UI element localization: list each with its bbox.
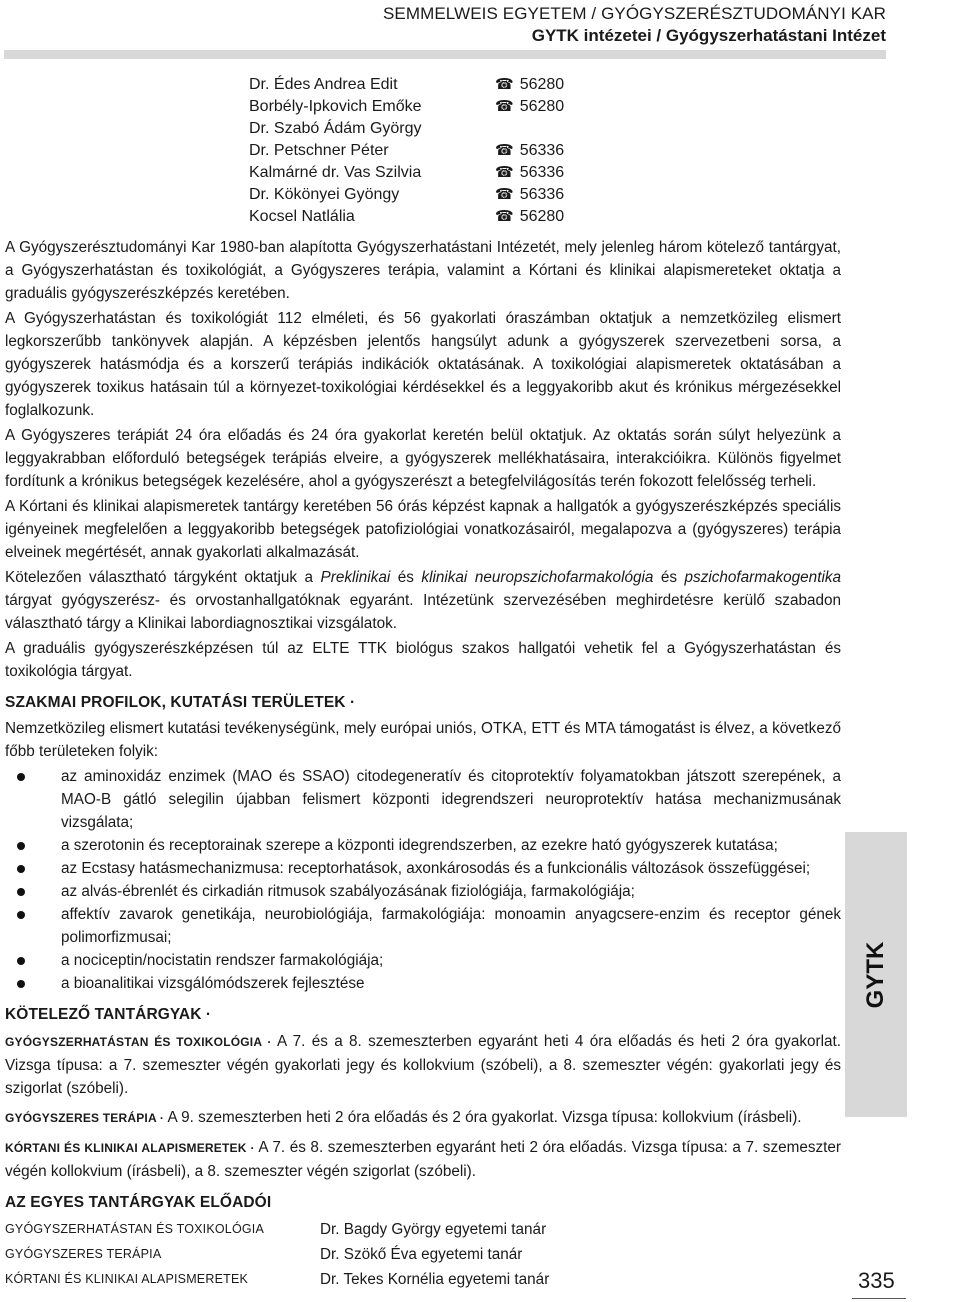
phone-number: 56336	[519, 164, 565, 181]
course-text: A 7. és 8. szemeszterben egyaránt heti 2 óra előadás. Vizsga típusa: a 7. szemeszter végén kollokvium (írásbeli), a 8. szemeszter végén szigorlat (szóbeli).	[5, 1139, 841, 1180]
lecturer-name: Dr. Szökő Éva egyetemi tanár	[320, 1246, 523, 1263]
phone-number: 56280	[519, 98, 565, 115]
page-number: 335	[858, 1268, 895, 1293]
intro-paragraph: A Gyógyszerhatástan és toxikológiát 112 elméleti, és 56 gyakorlati óraszámban oktatjuk a nemzetközileg elismert legkorszerűbb tankönyvek alapján. A képzésben jelentős hangsúlyt adunk a gyógyszerek szervezetbeni sorsa, a gyógyszerek hatásmódja és a korszerű terápiás indikációk oktatásának. A toxikológiai alapismeretek oktatásában a gyógyszerek toxikus hatásain túl a környezet-toxikológiai kérdésekkel és a leggyakoribb akut és krónikus mérgezésekkel foglalkozunk.	[5, 310, 841, 419]
lecturer-row	[5, 1267, 841, 1292]
staff-name: Dr. Petschner Péter	[249, 142, 389, 159]
research-item	[61, 880, 841, 903]
staff-row	[249, 206, 564, 228]
staff-name: Borbély-Ipkovich Emőke	[249, 98, 422, 115]
elective-text: és	[390, 569, 422, 586]
elective-course-name: pszichofarmakogentika	[684, 569, 841, 586]
bullet-icon	[17, 957, 25, 965]
elective-paragraph	[5, 566, 841, 635]
staff-phone	[495, 184, 564, 206]
course-name: KÓRTANI ÉS KLINIKAI ALAPISMERETEK ·	[5, 1141, 255, 1155]
research-item-text: a nociceptin/nocistatin rendszer farmakológiája;	[61, 952, 384, 969]
course-text: A 7. és a 8. szemeszterben egyaránt heti 4 óra előadás és heti 2 óra gyakorlat. Vizsga típusa: a 7. szemeszter végén gyakorlati jegy és kollokvium (szóbeli), a 8. szemeszter végén: gyakorlati jegy és szigorlat (szóbeli).	[5, 1033, 841, 1097]
header-institute: GYTK intézetei / Gyógyszerhatástani Intézet	[531, 26, 886, 45]
research-item-text: affektív zavarok genetikája, neurobiológiája, farmakológiája: monoamin anyagcsere-enzim és receptor gének polimorfizmusai;	[61, 906, 841, 946]
phone-icon: ☎	[495, 208, 514, 225]
lecturer-name: Dr. Tekes Kornélia egyetemi tanár	[320, 1271, 550, 1288]
phone-number: 56280	[519, 208, 565, 225]
research-heading: SZAKMAI PROFILOK, KUTATÁSI TERÜLETEK ·	[5, 694, 356, 711]
research-item-text: az Ecstasy hatásmechanizmusa: receptorhatások, axonkárosodás és a funkcionális változások összefüggései;	[61, 860, 811, 877]
lecturers-heading: AZ EGYES TANTÁRGYAK ELŐADÓI	[5, 1194, 272, 1211]
phone-icon: ☎	[495, 98, 514, 115]
phone-icon: ☎	[495, 164, 514, 181]
elective-text: Kötelezően választható tárgyként oktatjuk a	[5, 569, 321, 586]
lecturer-row	[5, 1217, 841, 1242]
phone-icon: ☎	[495, 186, 514, 203]
staff-name: Dr. Kökönyei Gyöngy	[249, 186, 400, 203]
phone-icon: ☎	[495, 142, 514, 159]
intro-paragraph: A Gyógyszerésztudományi Kar 1980-ban alapította Gyógyszerhatástani Intézetét, mely jelenleg három kötelező tantárgyat, a Gyógyszerhatástan és toxikológiát, a Gyógyszeres terápia, valamint a Kórtani és klinikai alapismereteket oktatja a graduális gyógyszerészképzés keretében.	[5, 239, 841, 302]
intro-paragraph: A Gyógyszeres terápiát 24 óra előadás és 24 óra gyakorlat keretén belül oktatjuk. Az oktatás során súlyt helyezünk a leggyakrabban előforduló betegségek terápiás elveire, a gyógyszerek mellékhatásaira, interakcióikra. Különös figyelmet fordítunk a krónikus betegségek kezelésére, ahol a gyógyszerészt a betegfelvilágosítás terén fokozott felelősség terheli.	[5, 427, 841, 490]
course-description	[5, 1106, 841, 1130]
research-item	[61, 972, 841, 995]
bullet-icon	[17, 865, 25, 873]
staff-row	[249, 162, 564, 184]
research-item-text: a bioanalitikai vizsgálómódszerek fejlesztése	[61, 975, 365, 992]
elective-text: tárgyat gyógyszerész- és orvostanhallgatóknak egyaránt. Intézetünk szervezésében meghirdetésre kerülő szabadon választható tárgy a Klinikai labordiagnosztikai vizsgálatok.	[5, 592, 841, 632]
bullet-icon	[17, 888, 25, 896]
course-description	[5, 1030, 841, 1100]
header-bar	[4, 50, 886, 59]
course-name: GYÓGYSZERHATÁSTAN ÉS TOXIKOLÓGIA ·	[5, 1035, 272, 1049]
staff-phone	[495, 206, 564, 228]
staff-list	[249, 74, 564, 228]
staff-phone	[495, 74, 564, 96]
research-item	[61, 857, 841, 880]
header-university: SEMMELWEIS EGYETEM / GYÓGYSZERÉSZTUDOMÁNYI KAR	[382, 4, 886, 23]
bullet-icon	[17, 773, 25, 781]
phone-icon: ☎	[495, 76, 514, 93]
bullet-icon	[17, 842, 25, 850]
staff-row	[249, 96, 564, 118]
intro-paragraph: A Kórtani és klinikai alapismeretek tantárgy keretében 56 órás képzést kapnak a hallgatók a gyógyszerészképzés speciális igényeinek megfelelően a leggyakoribb betegségek patofiziológiai vonatkozásairól, megalapozva a (gyógyszeres) terápia elveinek megértését, annak gyakorlati alkalmazását.	[5, 498, 841, 561]
staff-phone	[495, 96, 564, 118]
mandatory-courses	[5, 1030, 841, 1183]
lecturer-row	[5, 1242, 841, 1267]
staff-name: Dr. Édes Andrea Edit	[249, 76, 398, 93]
page-number-rule	[852, 1298, 906, 1299]
mandatory-heading: KÖTELEZŐ TANTÁRGYAK ·	[5, 1006, 212, 1023]
phone-number: 56336	[519, 186, 565, 203]
lecturer-subject: GYÓGYSZERHATÁSTAN ÉS TOXIKOLÓGIA	[5, 1222, 265, 1236]
research-item	[61, 765, 841, 834]
staff-row	[249, 118, 564, 140]
side-tab-label: GYTK	[862, 941, 889, 1008]
research-item-text: az aminoxidáz enzimek (MAO és SSAO) citodegeneratív és citoprotektív folyamatokban játszott szerepének, a MAO-B gátló selegilin újabban felismert központi idegrendszeri neuroprotektív hatása mechanizmusának vizsgálata;	[61, 768, 841, 831]
research-item-text: az alvás-ébrenlét és cirkadián ritmusok szabályozásának fiziológiája, farmakológiája;	[61, 883, 635, 900]
research-item	[61, 949, 841, 972]
research-item-text: a szerotonin és receptorainak szerepe a központi idegrendszerben, az ezekre ható gyógyszerek kutatása;	[61, 837, 778, 854]
course-description	[5, 1136, 841, 1183]
staff-name: Kocsel Natlália	[249, 208, 355, 225]
staff-row	[249, 140, 564, 162]
staff-row	[249, 74, 564, 96]
staff-row	[249, 184, 564, 206]
lecturer-name: Dr. Bagdy György egyetemi tanár	[320, 1221, 547, 1238]
elective-course-name: Preklinikai	[320, 569, 391, 586]
phone-number: 56336	[519, 142, 565, 159]
elte-paragraph: A graduális gyógyszerészképzésen túl az ELTE TTK biológus szakos hallgatói vehetik fel a Gyógyszerhatástan és toxikológia tárgyat.	[5, 640, 841, 680]
lecturer-subject: GYÓGYSZERES TERÁPIA	[5, 1247, 162, 1261]
research-item	[61, 834, 841, 857]
side-tab	[845, 832, 907, 1117]
research-list	[5, 765, 841, 995]
elective-text: és	[653, 569, 685, 586]
course-text: A 9. szemeszterben heti 2 óra előadás és 2 óra gyakorlat. Vizsga típusa: kollokvium (írásbeli).	[164, 1109, 802, 1126]
research-intro: Nemzetközileg elismert kutatási tevékenységünk, mely európai uniós, OTKA, ETT és MTA támogatást is élvez, a következő főbb területeken folyik:	[5, 720, 841, 760]
body-text	[5, 236, 841, 1292]
course-name: GYÓGYSZERES TERÁPIA ·	[5, 1111, 165, 1125]
research-item	[61, 903, 841, 949]
lecturer-subject: KÓRTANI ÉS KLINIKAI ALAPISMERETEK	[5, 1272, 249, 1286]
running-header	[383, 3, 886, 47]
staff-phone	[495, 162, 564, 184]
staff-phone	[495, 140, 564, 162]
staff-name: Kalmárné dr. Vas Szilvia	[249, 164, 422, 181]
bullet-icon	[17, 911, 25, 919]
staff-name: Dr. Szabó Ádám György	[249, 120, 422, 137]
phone-number: 56280	[519, 76, 565, 93]
bullet-icon	[17, 980, 25, 988]
elective-course-name: klinikai neuropszichofarmakológia	[421, 569, 654, 586]
